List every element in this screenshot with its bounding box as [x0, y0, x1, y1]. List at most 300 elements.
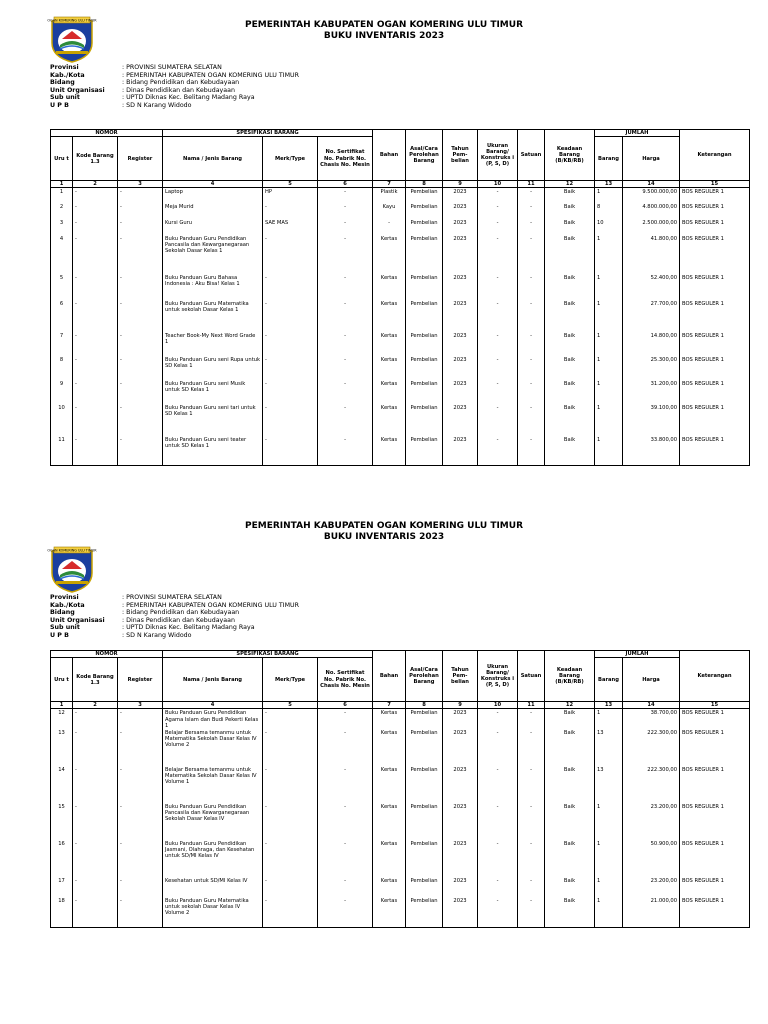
meta-label: Kab./Kota	[50, 601, 85, 609]
cell-tahun: 2023	[443, 766, 478, 803]
col-group-nomor: NOMOR	[51, 651, 163, 658]
col-kode: Kode Barang 1.3	[73, 658, 118, 702]
cell-kode: -	[73, 766, 118, 803]
table-row	[51, 188, 750, 203]
cell-tahun: 2023	[443, 274, 478, 300]
cell-no: 17	[51, 877, 73, 897]
cell-ukuran: -	[478, 380, 518, 404]
cell-reg: -	[118, 203, 163, 219]
cell-merk: -	[263, 203, 318, 219]
cell-nama: Buku Panduan Guru Pendidikan Pancasila dan Kewarganegaraan Sekolah Dasar Kelas 1	[163, 235, 263, 274]
cell-reg: -	[118, 356, 163, 380]
cell-satuan: -	[518, 203, 545, 219]
column-number: 3	[118, 181, 163, 188]
gov-title: PEMERINTAH KABUPATEN OGAN KOMERING ULU TIMUR	[245, 521, 523, 531]
cell-tahun: 2023	[443, 877, 478, 897]
column-number: 8	[406, 181, 443, 188]
cell-no: 14	[51, 766, 73, 803]
cell-ket: BOS REGULER 1	[680, 356, 750, 380]
cell-keadaan: Baik	[545, 803, 595, 840]
cell-tahun: 2023	[443, 356, 478, 380]
meta-value: : SD N Karang Widodo	[122, 631, 192, 639]
cell-keadaan: Baik	[545, 332, 595, 356]
cell-sert: -	[318, 803, 373, 840]
cell-harga: 23.200,00	[623, 803, 680, 840]
cell-reg: -	[118, 274, 163, 300]
cell-merk: -	[263, 877, 318, 897]
cell-sert: -	[318, 840, 373, 877]
table-row	[51, 877, 750, 897]
meta-value: : PEMERINTAH KABUPATEN OGAN KOMERING ULU TIMUR	[122, 71, 300, 79]
cell-nama: Buku Panduan Guru seni Rupa untuk SD Kelas 1	[163, 356, 263, 380]
cell-reg: -	[118, 380, 163, 404]
cell-ket: BOS REGULER 1	[680, 404, 750, 436]
cell-ket: BOS REGULER 1	[680, 380, 750, 404]
cell-ukuran: -	[478, 404, 518, 436]
cell-sert: -	[318, 332, 373, 356]
cell-ket: BOS REGULER 1	[680, 274, 750, 300]
cell-sert: -	[318, 235, 373, 274]
cell-nama: Kursi Guru	[163, 219, 263, 235]
cell-sert: -	[318, 404, 373, 436]
meta-label: Bidang	[50, 609, 75, 617]
cell-keadaan: Baik	[545, 356, 595, 380]
cell-ukuran: -	[478, 729, 518, 766]
cell-harga: 25.300,00	[623, 356, 680, 380]
col-tahun: Tahun Pem- belian	[443, 130, 478, 181]
meta-label: Bidang	[50, 79, 75, 87]
table-row	[51, 803, 750, 840]
cell-harga: 33.800,00	[623, 436, 680, 466]
cell-ukuran: -	[478, 274, 518, 300]
cell-kode: -	[73, 332, 118, 356]
meta-value: : SD N Karang Widodo	[122, 101, 192, 109]
cell-no: 7	[51, 332, 73, 356]
cell-ket: BOS REGULER 1	[680, 840, 750, 877]
cell-ket: BOS REGULER 1	[680, 332, 750, 356]
cell-merk: HP	[263, 188, 318, 203]
cell-bahan: Kayu	[373, 203, 406, 219]
cell-keadaan: Baik	[545, 404, 595, 436]
cell-jumlah: 1	[595, 840, 623, 877]
cell-no: 15	[51, 803, 73, 840]
cell-jumlah: 8	[595, 203, 623, 219]
cell-satuan: -	[518, 803, 545, 840]
cell-nama: Teacher Book-My Next Word Grade 1	[163, 332, 263, 356]
cell-keadaan: Baik	[545, 203, 595, 219]
cell-merk: -	[263, 803, 318, 840]
col-harga: Harga	[623, 658, 680, 702]
col-barang: Barang	[595, 137, 623, 181]
cell-nama: Buku Panduan Guru Bahasa Indonesia : Aku Bisa! Kelas 1	[163, 274, 263, 300]
col-sertifikat: No. Sertifikat No. Pabrik No. Chasis No. Mesin	[318, 658, 373, 702]
cell-ukuran: -	[478, 709, 518, 729]
cell-asal: Pembelian	[406, 188, 443, 203]
cell-merk: -	[263, 897, 318, 927]
cell-keadaan: Baik	[545, 840, 595, 877]
column-number: 9	[443, 181, 478, 188]
column-number: 11	[518, 702, 545, 709]
regency-emblem-icon	[47, 545, 97, 593]
table-row	[51, 203, 750, 219]
cell-tahun: 2023	[443, 235, 478, 274]
cell-no: 5	[51, 274, 73, 300]
cell-no: 1	[51, 188, 73, 203]
cell-bahan: Kertas	[373, 729, 406, 766]
table-row	[51, 356, 750, 380]
cell-kode: -	[73, 356, 118, 380]
cell-nama: Buku Panduan Guru Matematika untuk sekolah Dasar Kelas IV Volume 2	[163, 897, 263, 927]
cell-no: 11	[51, 436, 73, 466]
cell-asal: Pembelian	[406, 380, 443, 404]
col-keadaan: Keadaan Barang (B/KB/RB)	[545, 130, 595, 181]
cell-reg: -	[118, 188, 163, 203]
inventory-rows	[51, 709, 750, 927]
cell-no: 9	[51, 380, 73, 404]
cell-jumlah: 1	[595, 188, 623, 203]
cell-harga: 39.100,00	[623, 404, 680, 436]
col-harga: Harga	[623, 137, 680, 181]
column-number: 15	[680, 181, 750, 188]
book-title: BUKU INVENTARIS 2023	[323, 532, 445, 542]
cell-merk: -	[263, 709, 318, 729]
cell-satuan: -	[518, 188, 545, 203]
cell-nama: Belajar Bersama temanmu untuk Matematika Sekolah Dasar Kelas IV Volume 1	[163, 766, 263, 803]
cell-bahan: Kertas	[373, 840, 406, 877]
cell-ket: BOS REGULER 1	[680, 766, 750, 803]
col-satuan: Satuan	[518, 651, 545, 702]
cell-tahun: 2023	[443, 380, 478, 404]
cell-no: 3	[51, 219, 73, 235]
column-number-row	[51, 702, 750, 709]
cell-sert: -	[318, 380, 373, 404]
meta-label: Unit Organisasi	[50, 86, 105, 94]
cell-kode: -	[73, 840, 118, 877]
cell-asal: Pembelian	[406, 436, 443, 466]
cell-harga: 14.800,00	[623, 332, 680, 356]
column-number: 6	[318, 181, 373, 188]
cell-ket: BOS REGULER 1	[680, 436, 750, 466]
cell-satuan: -	[518, 235, 545, 274]
cell-ukuran: -	[478, 203, 518, 219]
cell-asal: Pembelian	[406, 840, 443, 877]
inventory-table	[50, 129, 750, 466]
cell-ket: BOS REGULER 1	[680, 709, 750, 729]
cell-tahun: 2023	[443, 729, 478, 766]
column-number: 13	[595, 702, 623, 709]
column-number: 13	[595, 181, 623, 188]
cell-reg: -	[118, 897, 163, 927]
cell-reg: -	[118, 840, 163, 877]
cell-harga: 4.800.000,00	[623, 203, 680, 219]
cell-bahan: Kertas	[373, 356, 406, 380]
cell-satuan: -	[518, 897, 545, 927]
cell-bahan: Kertas	[373, 766, 406, 803]
meta-block	[50, 594, 299, 640]
col-bahan: Bahan	[373, 130, 406, 181]
meta-value: : PROVINSI SUMATERA SELATAN	[122, 64, 222, 71]
cell-satuan: -	[518, 840, 545, 877]
column-number: 4	[163, 702, 263, 709]
cell-harga: 23.200,00	[623, 877, 680, 897]
cell-ket: BOS REGULER 1	[680, 203, 750, 219]
cell-jumlah: 1	[595, 897, 623, 927]
column-number: 7	[373, 702, 406, 709]
cell-jumlah: 1	[595, 380, 623, 404]
meta-value: : UPTD Diknas Kec. Belitang Madang Raya	[122, 624, 255, 632]
cell-bahan: Kertas	[373, 274, 406, 300]
cell-nama: Kesehatan untuk SD/MI Kelas IV	[163, 877, 263, 897]
table-row	[51, 840, 750, 877]
meta-value: : PROVINSI SUMATERA SELATAN	[122, 594, 222, 601]
cell-ket: BOS REGULER 1	[680, 897, 750, 927]
cell-harga: 52.400,00	[623, 274, 680, 300]
cell-asal: Pembelian	[406, 219, 443, 235]
cell-satuan: -	[518, 766, 545, 803]
column-number: 15	[680, 702, 750, 709]
cell-sert: -	[318, 436, 373, 466]
cell-sert: -	[318, 709, 373, 729]
column-number: 2	[73, 702, 118, 709]
col-nama: Nama / Jenis Barang	[163, 658, 263, 702]
cell-jumlah: 1	[595, 709, 623, 729]
col-keterangan: Keterangan	[680, 130, 750, 181]
cell-reg: -	[118, 235, 163, 274]
col-barang: Barang	[595, 658, 623, 702]
col-ukuran: Ukuran Barang/ Konstruks i (P, S, D)	[478, 651, 518, 702]
cell-bahan: Kertas	[373, 436, 406, 466]
cell-ket: BOS REGULER 1	[680, 803, 750, 840]
col-bahan: Bahan	[373, 651, 406, 702]
cell-nama: Buku Panduan Guru Pendidikan Jasmani, Olahraga, dan Kesehatan untuk SD/MI Kelas IV	[163, 840, 263, 877]
table-row	[51, 235, 750, 274]
inventory-table	[50, 650, 750, 928]
cell-kode: -	[73, 803, 118, 840]
cell-ukuran: -	[478, 235, 518, 274]
cell-merk: -	[263, 356, 318, 380]
cell-kode: -	[73, 897, 118, 927]
col-group-nomor: NOMOR	[51, 130, 163, 137]
table-row	[51, 219, 750, 235]
col-group-spesifikasi: SPESIFIKASI BARANG	[163, 130, 373, 137]
gov-title: PEMERINTAH KABUPATEN OGAN KOMERING ULU TIMUR	[245, 20, 523, 30]
cell-no: 6	[51, 300, 73, 332]
cell-sert: -	[318, 203, 373, 219]
cell-reg: -	[118, 803, 163, 840]
cell-asal: Pembelian	[406, 235, 443, 274]
cell-tahun: 2023	[443, 840, 478, 877]
cell-sert: -	[318, 300, 373, 332]
column-number-row	[51, 181, 750, 188]
cell-asal: Pembelian	[406, 729, 443, 766]
cell-merk: -	[263, 380, 318, 404]
cell-merk: -	[263, 274, 318, 300]
meta-value: : Bidang Pendidikan dan Kebudayaan	[122, 609, 240, 617]
column-number: 12	[545, 181, 595, 188]
column-number: 9	[443, 702, 478, 709]
cell-no: 2	[51, 203, 73, 219]
cell-keadaan: Baik	[545, 300, 595, 332]
cell-asal: Pembelian	[406, 766, 443, 803]
cell-merk: -	[263, 840, 318, 877]
cell-nama: Meja Murid	[163, 203, 263, 219]
meta-value: : Dinas Pendidikan dan Kebudayaan	[122, 86, 235, 94]
table-row	[51, 729, 750, 766]
column-number: 5	[263, 181, 318, 188]
cell-ket: BOS REGULER 1	[680, 219, 750, 235]
meta-label: Sub unit	[50, 624, 80, 632]
table-row	[51, 300, 750, 332]
cell-nama: Buku Panduan Guru seni Musik untuk SD Kelas 1	[163, 380, 263, 404]
cell-tahun: 2023	[443, 709, 478, 729]
cell-nama: Buku Panduan Guru Matematika untuk sekolah Dasar Kelas 1	[163, 300, 263, 332]
cell-harga: 50.900,00	[623, 840, 680, 877]
table-row	[51, 709, 750, 729]
column-number: 12	[545, 702, 595, 709]
table-row	[51, 404, 750, 436]
cell-ukuran: -	[478, 897, 518, 927]
cell-jumlah: 1	[595, 356, 623, 380]
cell-ukuran: -	[478, 436, 518, 466]
cell-bahan: Kertas	[373, 332, 406, 356]
column-number: 10	[478, 702, 518, 709]
cell-satuan: -	[518, 380, 545, 404]
cell-harga: 9.500.000,00	[623, 188, 680, 203]
column-number: 8	[406, 702, 443, 709]
cell-keadaan: Baik	[545, 766, 595, 803]
cell-keadaan: Baik	[545, 188, 595, 203]
cell-jumlah: 1	[595, 803, 623, 840]
col-tahun: Tahun Pem- belian	[443, 651, 478, 702]
column-number: 4	[163, 181, 263, 188]
cell-kode: -	[73, 380, 118, 404]
cell-ket: BOS REGULER 1	[680, 877, 750, 897]
cell-satuan: -	[518, 877, 545, 897]
cell-asal: Pembelian	[406, 877, 443, 897]
cell-bahan: Kertas	[373, 709, 406, 729]
cell-kode: -	[73, 877, 118, 897]
cell-no: 18	[51, 897, 73, 927]
cell-keadaan: Baik	[545, 877, 595, 897]
cell-kode: -	[73, 188, 118, 203]
cell-jumlah: 1	[595, 436, 623, 466]
col-group-spesifikasi: SPESIFIKASI BARANG	[163, 651, 373, 658]
cell-merk: -	[263, 729, 318, 766]
cell-ukuran: -	[478, 766, 518, 803]
cell-merk: -	[263, 235, 318, 274]
meta-value: : PEMERINTAH KABUPATEN OGAN KOMERING ULU TIMUR	[122, 601, 300, 609]
cell-harga: 222.300,00	[623, 729, 680, 766]
cell-bahan: Kertas	[373, 877, 406, 897]
cell-reg: -	[118, 332, 163, 356]
col-merk: Merk/Type	[263, 658, 318, 702]
column-number: 14	[623, 702, 680, 709]
table-row	[51, 380, 750, 404]
cell-merk: -	[263, 300, 318, 332]
cell-satuan: -	[518, 729, 545, 766]
cell-merk: -	[263, 404, 318, 436]
cell-tahun: 2023	[443, 300, 478, 332]
column-number: 10	[478, 181, 518, 188]
cell-reg: -	[118, 766, 163, 803]
cell-bahan: Kertas	[373, 380, 406, 404]
cell-nama: Laptop	[163, 188, 263, 203]
column-number: 14	[623, 181, 680, 188]
cell-merk: -	[263, 766, 318, 803]
cell-keadaan: Baik	[545, 274, 595, 300]
cell-tahun: 2023	[443, 404, 478, 436]
cell-harga: 21.000,00	[623, 897, 680, 927]
cell-keadaan: Baik	[545, 709, 595, 729]
cell-no: 8	[51, 356, 73, 380]
svg-text:OGAN KOMERING ULU TIMUR: OGAN KOMERING ULU TIMUR	[47, 18, 97, 23]
col-register: Register	[118, 137, 163, 181]
meta-label: Sub unit	[50, 94, 80, 102]
cell-satuan: -	[518, 219, 545, 235]
cell-ket: BOS REGULER 1	[680, 729, 750, 766]
cell-no: 10	[51, 404, 73, 436]
cell-reg: -	[118, 404, 163, 436]
cell-tahun: 2023	[443, 203, 478, 219]
cell-kode: -	[73, 729, 118, 766]
cell-merk: SAE MAS	[263, 219, 318, 235]
meta-label: Provinsi	[50, 64, 79, 71]
meta-label: U P B	[50, 631, 69, 639]
col-register: Register	[118, 658, 163, 702]
cell-ket: BOS REGULER 1	[680, 235, 750, 274]
cell-asal: Pembelian	[406, 356, 443, 380]
meta-value: : Dinas Pendidikan dan Kebudayaan	[122, 616, 235, 624]
cell-satuan: -	[518, 300, 545, 332]
column-number: 3	[118, 702, 163, 709]
cell-kode: -	[73, 436, 118, 466]
column-number: 6	[318, 702, 373, 709]
cell-sert: -	[318, 219, 373, 235]
cell-keadaan: Baik	[545, 235, 595, 274]
cell-kode: -	[73, 300, 118, 332]
cell-kode: -	[73, 235, 118, 274]
cell-tahun: 2023	[443, 188, 478, 203]
meta-block	[50, 64, 299, 110]
cell-reg: -	[118, 709, 163, 729]
cell-sert: -	[318, 188, 373, 203]
cell-harga: 38.700,00	[623, 709, 680, 729]
cell-ukuran: -	[478, 219, 518, 235]
cell-nama: Buku Panduan Guru seni teater untuk SD Kelas 1	[163, 436, 263, 466]
cell-kode: -	[73, 274, 118, 300]
cell-sert: -	[318, 877, 373, 897]
cell-asal: Pembelian	[406, 300, 443, 332]
cell-satuan: -	[518, 709, 545, 729]
cell-nama: Buku Panduan Guru seni tari untuk SD Kelas 1	[163, 404, 263, 436]
cell-harga: 222.300,00	[623, 766, 680, 803]
cell-keadaan: Baik	[545, 897, 595, 927]
cell-sert: -	[318, 897, 373, 927]
inventory-rows	[51, 188, 750, 466]
column-number: 2	[73, 181, 118, 188]
cell-nama: Buku Panduan Guru Pendidikan Pancasila dan Kewarganegaraan Sekolah Dasar Kelas IV	[163, 803, 263, 840]
table-row	[51, 436, 750, 466]
cell-bahan: Kertas	[373, 803, 406, 840]
cell-sert: -	[318, 766, 373, 803]
cell-sert: -	[318, 274, 373, 300]
cell-jumlah: 10	[595, 219, 623, 235]
cell-jumlah: 13	[595, 766, 623, 803]
cell-asal: Pembelian	[406, 404, 443, 436]
cell-asal: Pembelian	[406, 332, 443, 356]
col-urut: Uru t	[51, 137, 73, 181]
cell-nama: Belajar Bersama temanmu untuk Matematika Sekolah Dasar Kelas IV Volume 2	[163, 729, 263, 766]
